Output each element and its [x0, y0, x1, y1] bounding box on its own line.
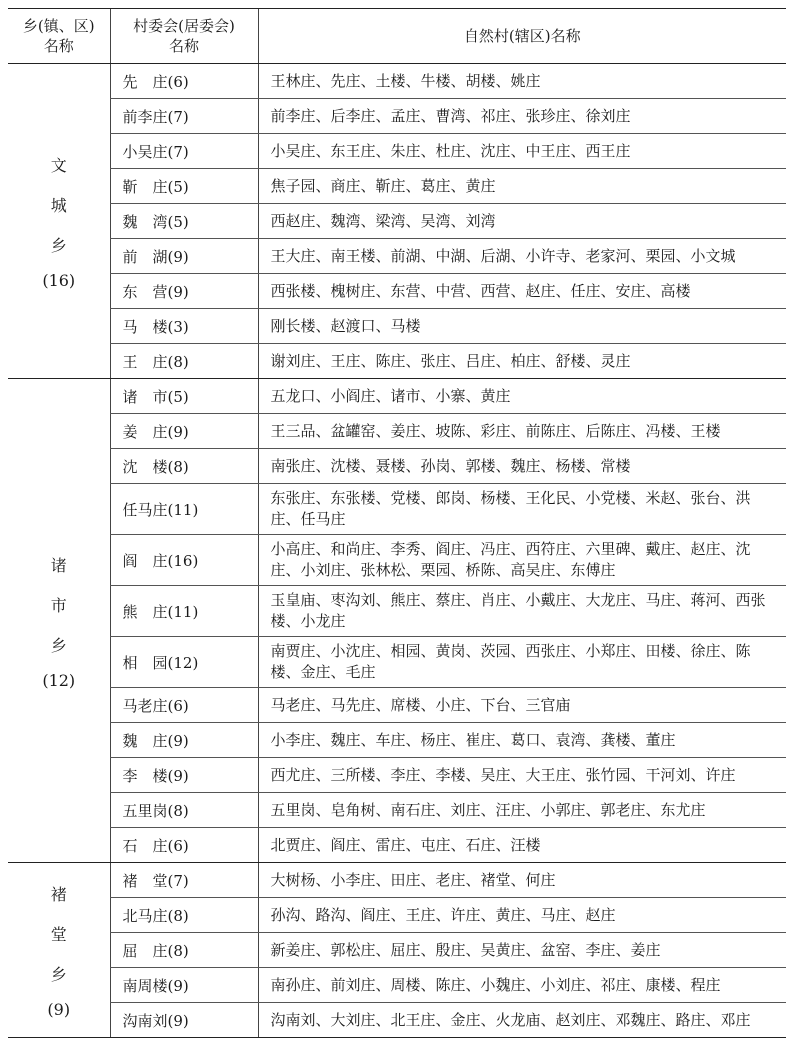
- natural-village-list: 孙沟、路沟、阎庄、王庄、许庄、黄庄、马庄、赵庄: [258, 898, 786, 933]
- committee-name: 东 营(9): [110, 274, 258, 309]
- committee-name: 五里岗(8): [110, 793, 258, 828]
- table-row: [8, 64, 786, 99]
- natural-village-list: 谢刘庄、王庄、陈庄、张庄、吕庄、柏庄、舒楼、灵庄: [258, 344, 786, 379]
- table-row: [8, 274, 786, 309]
- table-row: [8, 933, 786, 968]
- town-name: [47, 875, 70, 1025]
- table-row: [8, 484, 786, 535]
- committee-name: 李 楼(9): [110, 758, 258, 793]
- natural-village-list: 王林庄、先庄、土楼、牛楼、胡楼、姚庄: [258, 64, 786, 99]
- natural-village-list: 大树杨、小李庄、田庄、老庄、褚堂、何庄: [258, 863, 786, 898]
- header-natural-village-name: 自然村(辖区)名称: [258, 9, 786, 64]
- committee-name: 任马庄(11): [110, 484, 258, 535]
- table-row: [8, 134, 786, 169]
- natural-village-list: 五龙口、小阎庄、诸市、小寨、黄庄: [258, 379, 786, 414]
- town-name-cell: [8, 863, 110, 1038]
- town-name-char: 褚: [50, 885, 67, 904]
- committee-name: 南周楼(9): [110, 968, 258, 1003]
- committee-name: 沈 楼(8): [110, 449, 258, 484]
- committee-name: 马老庄(6): [110, 688, 258, 723]
- town-name-char: 诸: [50, 555, 67, 575]
- header-committee-name: [110, 9, 258, 64]
- table-row: [8, 758, 786, 793]
- committee-name: 熊 庄(11): [110, 586, 258, 637]
- committee-name: 魏 湾(5): [110, 204, 258, 239]
- table-row: [8, 898, 786, 933]
- natural-village-list: 西张楼、槐树庄、东营、中营、西营、赵庄、任庄、安庄、高楼: [258, 274, 786, 309]
- natural-village-list: 南贾庄、小沈庄、相园、黄岗、茨园、西张庄、小郑庄、田楼、徐庄、陈楼、金庄、毛庄: [258, 637, 786, 688]
- table-row: [8, 535, 786, 586]
- town-name-char: 市: [50, 595, 67, 615]
- town-name-char: 乡: [50, 965, 67, 984]
- table-header: [8, 9, 786, 64]
- town-name-char: 文: [50, 156, 67, 175]
- town-name-char: 乡: [50, 635, 67, 655]
- committee-name: 前 湖(9): [110, 239, 258, 274]
- natural-village-list: 沟南刘、大刘庄、北王庄、金庄、火龙庙、赵刘庄、邓魏庄、路庄、邓庄: [258, 1003, 786, 1038]
- natural-village-list: 王三品、盆罐窑、姜庄、坡陈、彩庄、前陈庄、后陈庄、冯楼、王楼: [258, 414, 786, 449]
- town-name-cell: [8, 379, 110, 863]
- natural-village-list: 前李庄、后李庄、孟庄、曹湾、祁庄、张珍庄、徐刘庄: [258, 99, 786, 134]
- committee-name: 相 园(12): [110, 637, 258, 688]
- table-row: [8, 169, 786, 204]
- natural-village-list: 马老庄、马先庄、席楼、小庄、下台、三官庙: [258, 688, 786, 723]
- committee-name: 北马庄(8): [110, 898, 258, 933]
- natural-village-list: 南张庄、沈楼、聂楼、孙岗、郭楼、魏庄、杨楼、常楼: [258, 449, 786, 484]
- town-name-char: 乡: [50, 236, 67, 255]
- table-row: [8, 586, 786, 637]
- natural-village-list: 西尤庄、三所楼、李庄、李楼、吴庄、大王庄、张竹园、干河刘、许庄: [258, 758, 786, 793]
- header-town-name: [8, 9, 110, 64]
- table-row: [8, 793, 786, 828]
- town-village-count: (12): [42, 670, 76, 690]
- committee-name: 沟南刘(9): [110, 1003, 258, 1038]
- header-committee-line2: 名称: [168, 37, 199, 55]
- header-town-line1: 乡(镇、区): [22, 17, 95, 35]
- town-name-cell: [8, 64, 110, 379]
- committee-name: 阎 庄(16): [110, 535, 258, 586]
- table-row: [8, 309, 786, 344]
- village-table: [8, 8, 786, 1038]
- table-row: [8, 863, 786, 898]
- natural-village-list: 西赵庄、魏湾、梁湾、吴湾、刘湾: [258, 204, 786, 239]
- committee-name: 马 楼(3): [110, 309, 258, 344]
- table-row: [8, 239, 786, 274]
- table-row: [8, 1003, 786, 1038]
- natural-village-list: 玉皇庙、枣沟刘、熊庄、蔡庄、肖庄、小戴庄、大龙庄、马庄、蒋河、西张楼、小龙庄: [258, 586, 786, 637]
- table-body: [8, 64, 786, 1038]
- natural-village-list: 小高庄、和尚庄、李秀、阎庄、冯庄、西符庄、六里碑、戴庄、赵庄、沈庄、小刘庄、张林松、栗园、桥陈、高吴庄、东傅庄: [258, 535, 786, 586]
- table-row: [8, 344, 786, 379]
- committee-name: 先 庄(6): [110, 64, 258, 99]
- table-row: [8, 723, 786, 758]
- committee-name: 诸 市(5): [110, 379, 258, 414]
- header-committee-line1: 村委会(居委会): [133, 17, 235, 35]
- natural-village-list: 南孙庄、前刘庄、周楼、陈庄、小魏庄、小刘庄、祁庄、康楼、程庄: [258, 968, 786, 1003]
- committee-name: 屈 庄(8): [110, 933, 258, 968]
- table-row: [8, 414, 786, 449]
- committee-name: 魏 庄(9): [110, 723, 258, 758]
- table-row: [8, 449, 786, 484]
- natural-village-list: 东张庄、东张楼、党楼、郎岗、杨楼、王化民、小党楼、米赵、张台、洪庄、任马庄: [258, 484, 786, 535]
- natural-village-list: 五里岗、皂角树、南石庄、刘庄、汪庄、小郭庄、郭老庄、东尤庄: [258, 793, 786, 828]
- town-name-char: 城: [50, 196, 67, 215]
- town-name: [42, 146, 75, 296]
- header-town-line2: 名称: [43, 37, 74, 55]
- table-row: [8, 379, 786, 414]
- town-name: [42, 546, 75, 696]
- town-village-count: (9): [47, 1000, 71, 1019]
- natural-village-list: 北贾庄、阎庄、雷庄、屯庄、石庄、汪楼: [258, 828, 786, 863]
- natural-village-list: 焦子园、商庄、靳庄、葛庄、黄庄: [258, 169, 786, 204]
- table-row: [8, 828, 786, 863]
- natural-village-list: 新姜庄、郭松庄、屈庄、殷庄、吴黄庄、盆窑、李庄、姜庄: [258, 933, 786, 968]
- table-row: [8, 637, 786, 688]
- natural-village-list: 小吴庄、东王庄、朱庄、杜庄、沈庄、中王庄、西王庄: [258, 134, 786, 169]
- committee-name: 褚 堂(7): [110, 863, 258, 898]
- natural-village-list: 刚长楼、赵渡口、马楼: [258, 309, 786, 344]
- committee-name: 小吴庄(7): [110, 134, 258, 169]
- table-row: [8, 688, 786, 723]
- committee-name: 靳 庄(5): [110, 169, 258, 204]
- town-name-char: 堂: [50, 925, 67, 944]
- committee-name: 王 庄(8): [110, 344, 258, 379]
- table-row: [8, 968, 786, 1003]
- committee-name: 前李庄(7): [110, 99, 258, 134]
- town-village-count: (16): [42, 271, 76, 290]
- natural-village-list: 王大庄、南王楼、前湖、中湖、后湖、小许寺、老家河、栗园、小文城: [258, 239, 786, 274]
- natural-village-list: 小李庄、魏庄、车庄、杨庄、崔庄、葛口、袁湾、龚楼、董庄: [258, 723, 786, 758]
- table-row: [8, 99, 786, 134]
- committee-name: 姜 庄(9): [110, 414, 258, 449]
- table-row: [8, 204, 786, 239]
- committee-name: 石 庄(6): [110, 828, 258, 863]
